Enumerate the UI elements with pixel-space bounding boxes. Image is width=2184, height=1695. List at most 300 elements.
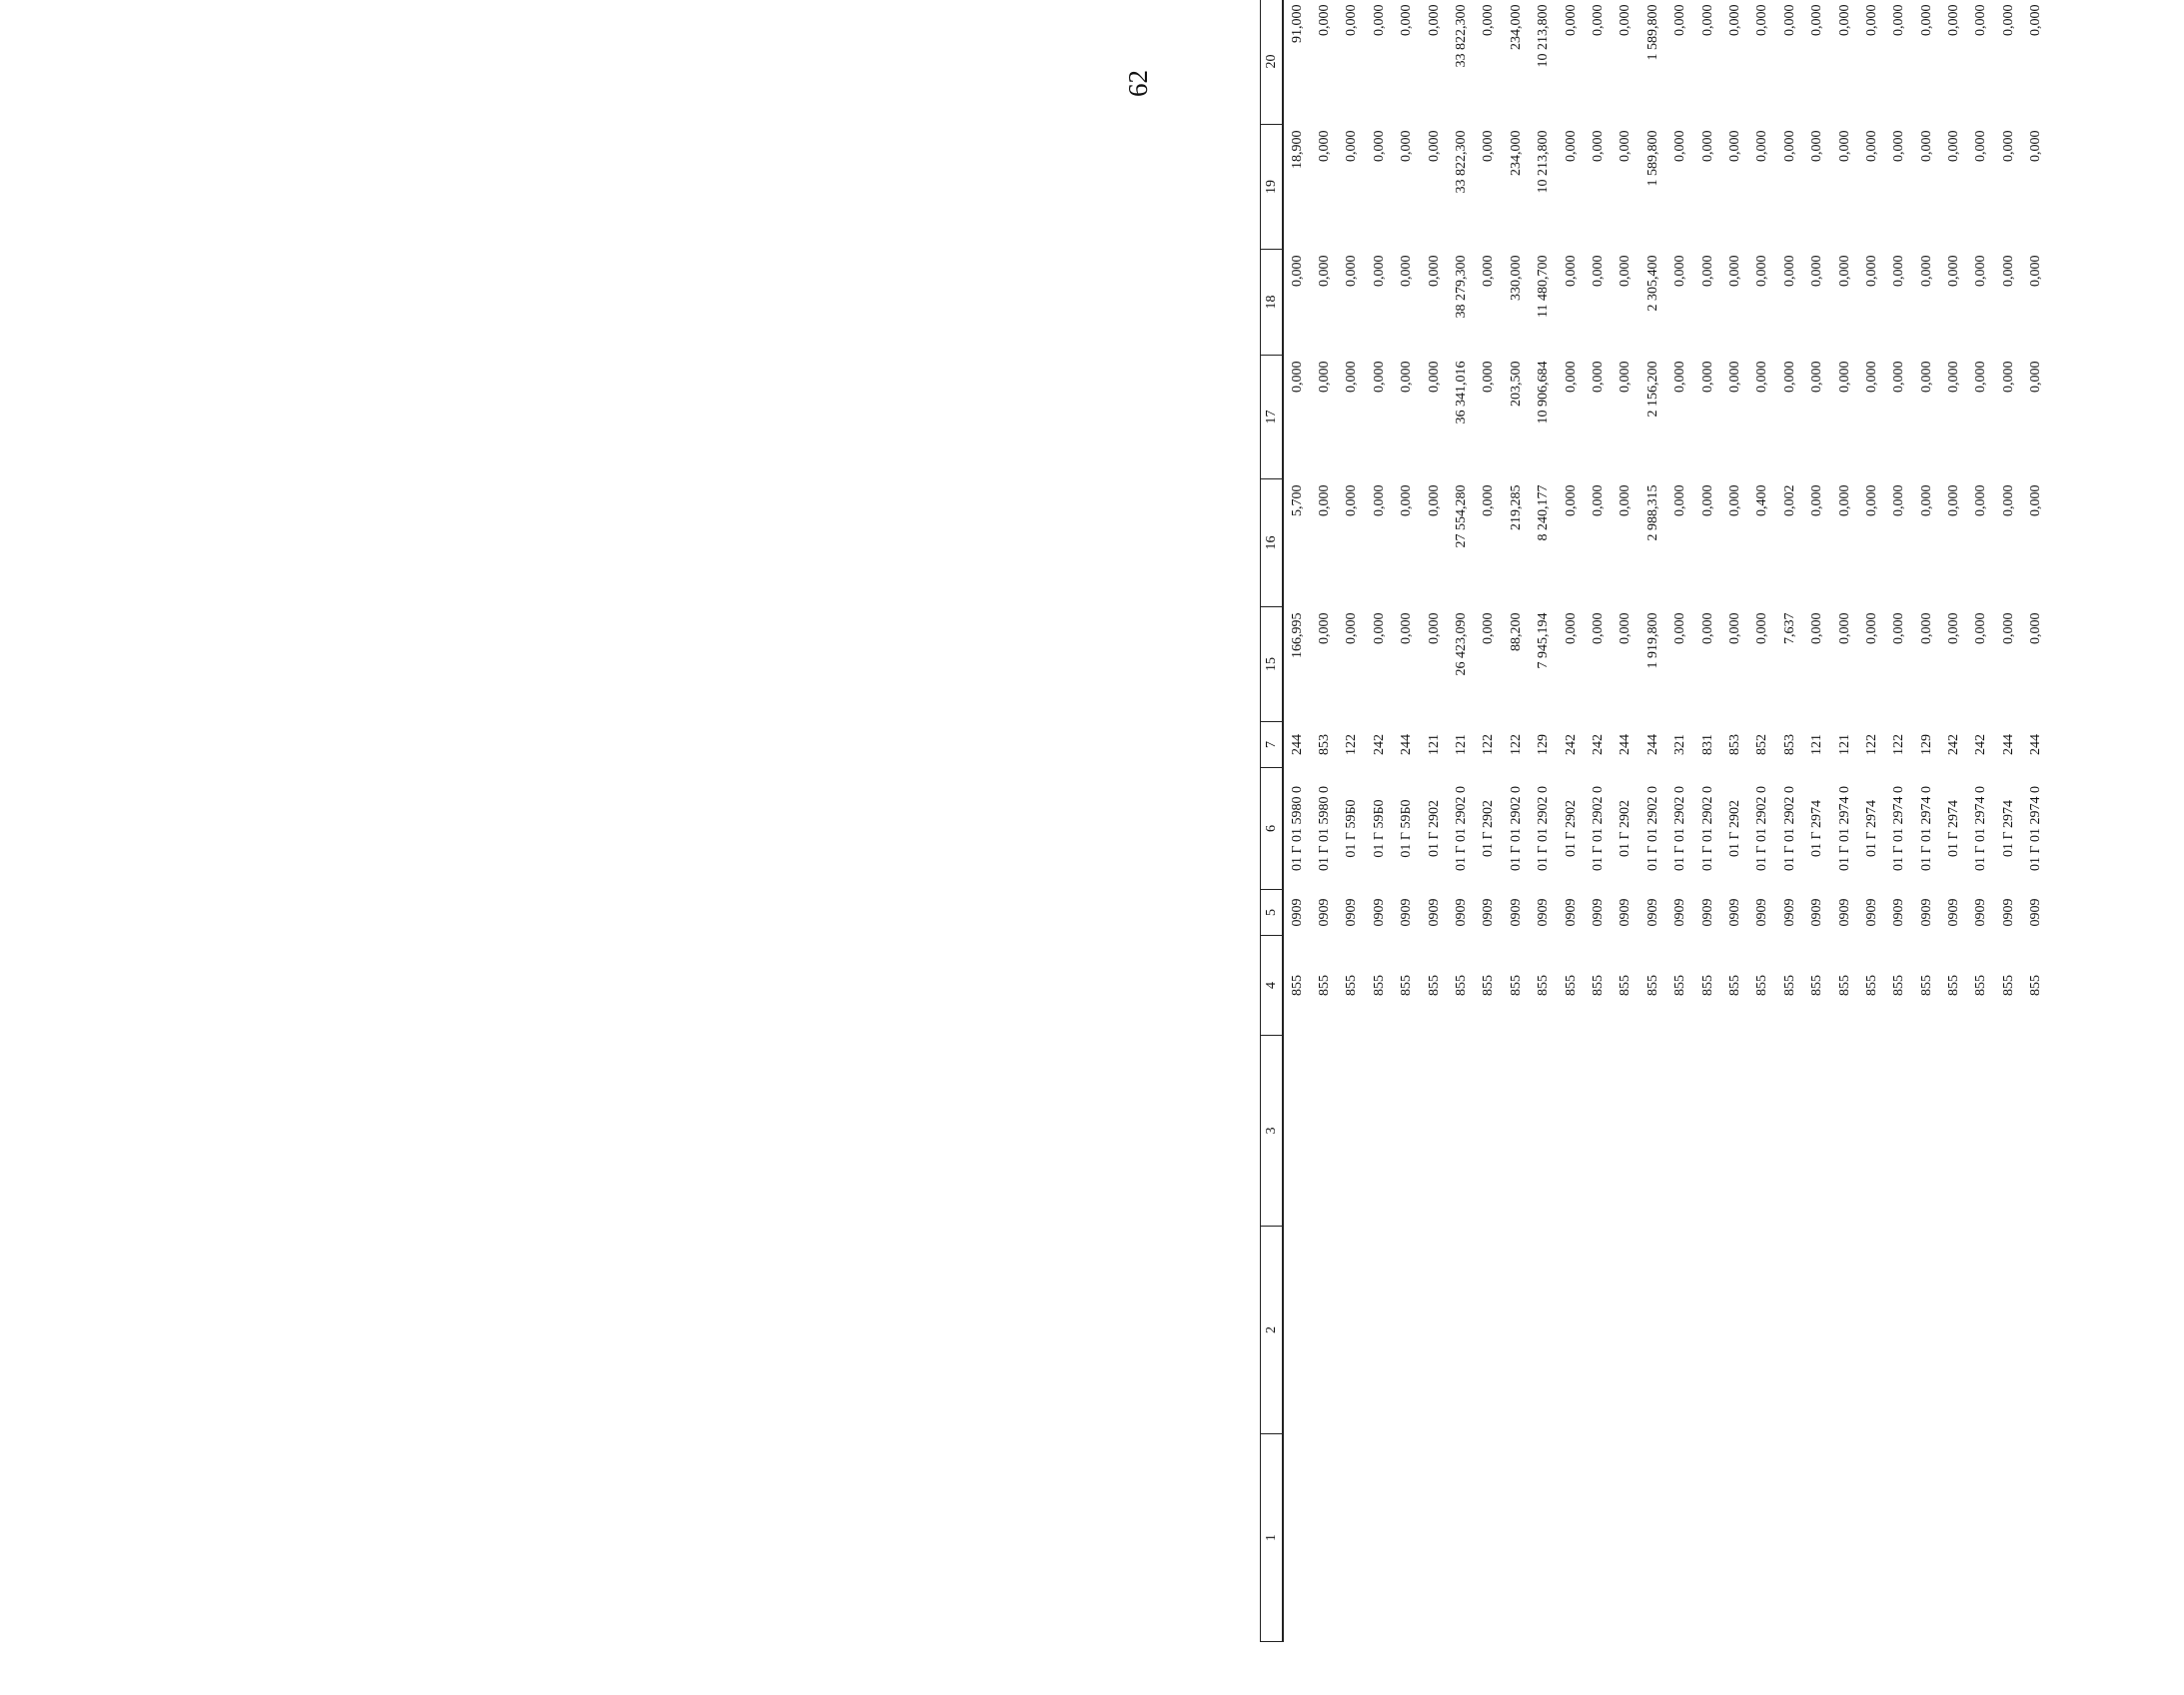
col-16-cell: 0,000	[1809, 484, 1825, 516]
col-16-cell: 5,700	[1289, 484, 1305, 516]
col-16-cell: 0,400	[1754, 484, 1770, 516]
col-19-cell: 0,000	[2000, 130, 2016, 162]
col-5-cell: 0909	[1699, 898, 1715, 927]
table-row	[2023, 0, 2050, 1642]
empty-cell	[1749, 1434, 1776, 1642]
col-17-cell: 0,000	[1399, 361, 1415, 393]
empty-cell	[1558, 1227, 1585, 1434]
column-header: 15	[1261, 607, 1284, 722]
col-5-cell: 0909	[1536, 898, 1552, 927]
col-6-cell: 01 Г 59Б0	[1399, 799, 1415, 858]
empty-cell	[1913, 1434, 1940, 1642]
empty-cell	[1339, 1434, 1366, 1642]
empty-cell	[1448, 1227, 1475, 1434]
col-5-cell: 0909	[1672, 898, 1688, 927]
table-row	[1666, 0, 1693, 1642]
empty-cell	[1366, 1434, 1393, 1642]
col-19-cell: 0,000	[1781, 130, 1797, 162]
col-18-cell: 0,000	[1781, 255, 1797, 287]
col-4-cell: 855	[1399, 975, 1415, 996]
col-16-cell: 0,000	[1590, 484, 1606, 516]
col-16-cell: 0,000	[1426, 484, 1442, 516]
col-20-cell: 0,000	[1863, 4, 1879, 36]
col-7-cell: 122	[1863, 734, 1879, 755]
page-number: 62	[1123, 70, 1153, 97]
col-7-cell: 242	[1590, 734, 1606, 755]
col-4-cell: 855	[1371, 975, 1387, 996]
col-18-cell: 0,000	[1836, 255, 1852, 287]
col-15-cell: 7,637	[1781, 612, 1797, 644]
col-7-cell: 121	[1836, 734, 1852, 755]
empty-cell	[1394, 1036, 1421, 1227]
col-15-cell: 1 919,800	[1644, 612, 1660, 669]
col-19-cell: 0,000	[1726, 130, 1742, 162]
col-17-cell: 0,000	[1809, 361, 1825, 393]
col-20-cell: 234,000	[1508, 4, 1524, 50]
col-16-cell: 0,000	[1618, 484, 1634, 516]
empty-cell	[1476, 1227, 1503, 1434]
col-16-cell: 0,000	[1371, 484, 1387, 516]
col-19-cell: 0,000	[2028, 130, 2044, 162]
col-18-cell: 0,000	[1754, 255, 1770, 287]
empty-cell	[1721, 1434, 1748, 1642]
empty-cell	[1694, 1036, 1721, 1227]
budget-table	[1260, 0, 2050, 1642]
col-5-cell: 0909	[1918, 898, 1934, 927]
empty-cell	[1311, 1227, 1338, 1434]
col-16-cell: 8 240,177	[1536, 484, 1552, 541]
col-18-cell: 0,000	[1726, 255, 1742, 287]
col-18-cell: 0,000	[1344, 255, 1360, 287]
col-20-cell: 0,000	[1973, 4, 1989, 36]
col-6-cell: 01 Г 01 2902 0	[1508, 785, 1524, 872]
col-15-cell: 0,000	[1399, 612, 1415, 644]
col-19-cell: 0,000	[1918, 130, 1934, 162]
col-16-cell: 0,000	[2028, 484, 2044, 516]
empty-cell	[1613, 1227, 1639, 1434]
empty-cell	[1776, 1227, 1803, 1434]
table-row	[1394, 0, 1421, 1642]
table-row	[1803, 0, 1830, 1642]
col-16-cell: 0,000	[1726, 484, 1742, 516]
col-7-cell: 122	[1891, 734, 1907, 755]
col-17-cell: 0,000	[1918, 361, 1934, 393]
col-19-cell: 0,000	[1481, 130, 1497, 162]
col-15-cell: 0,000	[1317, 612, 1333, 644]
col-7-cell: 129	[1918, 734, 1934, 755]
col-7-cell: 244	[1289, 734, 1305, 755]
col-15-cell: 26 423,090	[1454, 612, 1470, 676]
empty-cell	[1476, 1036, 1503, 1227]
col-19-cell: 0,000	[1317, 130, 1333, 162]
empty-cell	[1639, 1036, 1666, 1227]
empty-cell	[1886, 1434, 1913, 1642]
rotated-table-page	[1123, 0, 2184, 1670]
table-row	[1421, 0, 1448, 1642]
empty-cell	[1831, 1434, 1858, 1642]
col-5-cell: 0909	[2000, 898, 2016, 927]
empty-cell	[2023, 1036, 2050, 1227]
empty-cell	[1858, 1434, 1885, 1642]
empty-cell	[1421, 1434, 1448, 1642]
col-6-cell: 01 Г 2902	[1481, 799, 1497, 858]
col-4-cell: 855	[1536, 975, 1552, 996]
col-5-cell: 0909	[1508, 898, 1524, 927]
empty-cell	[1913, 1227, 1940, 1434]
col-17-cell: 0,000	[1946, 361, 1962, 393]
col-18-cell: 0,000	[1918, 255, 1934, 287]
empty-cell	[1666, 1227, 1693, 1434]
col-19-cell: 0,000	[1672, 130, 1688, 162]
column-header: 16	[1261, 479, 1284, 607]
col-6-cell: 01 Г 01 2902 0	[1590, 785, 1606, 872]
col-7-cell: 122	[1344, 734, 1360, 755]
col-17-cell: 0,000	[1344, 361, 1360, 393]
col-7-cell: 831	[1699, 734, 1715, 755]
col-5-cell: 0909	[1946, 898, 1962, 927]
col-20-cell: 0,000	[1481, 4, 1497, 36]
col-7-cell: 129	[1536, 734, 1552, 755]
col-18-cell: 0,000	[1481, 255, 1497, 287]
col-17-cell: 0,000	[1426, 361, 1442, 393]
col-17-cell: 0,000	[2000, 361, 2016, 393]
col-18-cell: 0,000	[1289, 255, 1305, 287]
col-6-cell: 01 Г 01 2974 0	[1973, 785, 1989, 872]
col-18-cell: 0,000	[1371, 255, 1387, 287]
col-5-cell: 0909	[1371, 898, 1387, 927]
col-18-cell: 0,000	[1891, 255, 1907, 287]
empty-cell	[1995, 1227, 2022, 1434]
table-row	[1913, 0, 1940, 1642]
col-20-cell: 0,000	[1672, 4, 1688, 36]
col-5-cell: 0909	[1344, 898, 1360, 927]
col-19-cell: 1 589,800	[1644, 130, 1660, 187]
empty-cell	[2023, 1227, 2050, 1434]
col-7-cell: 242	[1946, 734, 1962, 755]
empty-cell	[1749, 1227, 1776, 1434]
col-6-cell: 01 Г 01 2902 0	[1754, 785, 1770, 872]
empty-cell	[1666, 1434, 1693, 1642]
empty-cell	[1803, 1036, 1830, 1227]
col-6-cell: 01 Г 2902	[1426, 799, 1442, 858]
table-row	[1749, 0, 1776, 1642]
col-4-cell: 855	[1946, 975, 1962, 996]
col-17-cell: 0,000	[1891, 361, 1907, 393]
empty-cell	[1721, 1227, 1748, 1434]
empty-cell	[1858, 1227, 1885, 1434]
col-4-cell: 855	[1726, 975, 1742, 996]
col-4-cell: 855	[1809, 975, 1825, 996]
col-18-cell: 0,000	[1863, 255, 1879, 287]
col-18-cell: 11 480,700	[1536, 255, 1552, 318]
col-15-cell: 0,000	[1344, 612, 1360, 644]
col-15-cell: 0,000	[1563, 612, 1579, 644]
col-18-cell: 0,000	[1399, 255, 1415, 287]
col-7-cell: 242	[1973, 734, 1989, 755]
col-18-cell: 0,000	[1426, 255, 1442, 287]
col-5-cell: 0909	[1644, 898, 1660, 927]
col-5-cell: 0909	[2028, 898, 2044, 927]
col-18-cell: 0,000	[1946, 255, 1962, 287]
col-7-cell: 853	[1781, 734, 1797, 755]
col-15-cell: 0,000	[1481, 612, 1497, 644]
empty-cell	[2023, 1434, 2050, 1642]
col-15-cell: 0,000	[1699, 612, 1715, 644]
table-body	[1283, 0, 2050, 1642]
col-16-cell: 0,000	[2000, 484, 2016, 516]
empty-cell	[1940, 1227, 1967, 1434]
col-20-cell: 33 822,300	[1454, 4, 1470, 68]
col-16-cell: 0,000	[1863, 484, 1879, 516]
empty-cell	[1749, 1036, 1776, 1227]
empty-cell	[1694, 1434, 1721, 1642]
col-6-cell: 01 Г 2902	[1563, 799, 1579, 858]
col-20-cell: 0,000	[1781, 4, 1797, 36]
col-16-cell: 0,000	[1317, 484, 1333, 516]
empty-cell	[1283, 1434, 1311, 1642]
col-15-cell: 0,000	[1726, 612, 1742, 644]
col-20-cell: 0,000	[2000, 4, 2016, 36]
col-18-cell: 0,000	[2000, 255, 2016, 287]
col-16-cell: 0,000	[1918, 484, 1934, 516]
col-15-cell: 88,200	[1508, 612, 1524, 651]
col-20-cell: 0,000	[2028, 4, 2044, 36]
col-5-cell: 0909	[1399, 898, 1415, 927]
col-15-cell: 0,000	[1371, 612, 1387, 644]
col-17-cell: 0,000	[1699, 361, 1715, 393]
empty-cell	[1639, 1227, 1666, 1434]
empty-cell	[1311, 1434, 1338, 1642]
column-header: 5	[1261, 890, 1284, 936]
col-4-cell: 855	[1699, 975, 1715, 996]
empty-cell	[1503, 1036, 1530, 1227]
table-row	[1366, 0, 1393, 1642]
empty-cell	[1831, 1227, 1858, 1434]
empty-cell	[1311, 1036, 1338, 1227]
col-5-cell: 0909	[1317, 898, 1333, 927]
empty-cell	[1585, 1227, 1612, 1434]
col-17-cell: 36 341,016	[1454, 361, 1470, 424]
col-18-cell: 0,000	[1809, 255, 1825, 287]
empty-cell	[1968, 1434, 1995, 1642]
col-15-cell: 0,000	[1836, 612, 1852, 644]
empty-cell	[1666, 1036, 1693, 1227]
col-17-cell: 10 906,684	[1536, 361, 1552, 424]
col-4-cell: 855	[1836, 975, 1852, 996]
table-row	[1531, 0, 1558, 1642]
table-row	[1694, 0, 1721, 1642]
col-15-cell: 0,000	[1973, 612, 1989, 644]
col-20-cell: 0,000	[1699, 4, 1715, 36]
col-4-cell: 855	[1508, 975, 1524, 996]
table-row	[1558, 0, 1585, 1642]
table-row	[1639, 0, 1666, 1642]
table-row	[1858, 0, 1885, 1642]
col-18-cell: 0,000	[2028, 255, 2044, 287]
col-6-cell: 01 Г 01 2974 0	[1891, 785, 1907, 872]
col-19-cell: 0,000	[1836, 130, 1852, 162]
column-header: 3	[1261, 1036, 1284, 1227]
col-7-cell: 244	[2028, 734, 2044, 755]
empty-cell	[1503, 1434, 1530, 1642]
column-header: 18	[1261, 250, 1284, 356]
col-18-cell: 38 279,300	[1454, 255, 1470, 319]
col-7-cell: 242	[1371, 734, 1387, 755]
col-17-cell: 0,000	[1726, 361, 1742, 393]
col-7-cell: 121	[1426, 734, 1442, 755]
col-20-cell: 0,000	[1563, 4, 1579, 36]
col-7-cell: 121	[1809, 734, 1825, 755]
empty-cell	[1531, 1434, 1558, 1642]
column-header: 6	[1261, 768, 1284, 890]
col-17-cell: 0,000	[1289, 361, 1305, 393]
col-20-cell: 0,000	[1946, 4, 1962, 36]
col-17-cell: 0,000	[1317, 361, 1333, 393]
col-16-cell: 0,000	[1481, 484, 1497, 516]
col-7-cell: 852	[1754, 734, 1770, 755]
empty-cell	[1886, 1036, 1913, 1227]
col-6-cell: 01 Г 01 2902 0	[1644, 785, 1660, 872]
empty-cell	[1803, 1227, 1830, 1434]
empty-cell	[1831, 1036, 1858, 1227]
col-16-cell: 219,285	[1508, 484, 1524, 530]
table-row	[1585, 0, 1612, 1642]
col-6-cell: 01 Г 2974	[2000, 799, 2016, 858]
col-15-cell: 166,995	[1289, 612, 1305, 658]
col-19-cell: 0,000	[1891, 130, 1907, 162]
table-row	[1831, 0, 1858, 1642]
table-row	[1886, 0, 1913, 1642]
col-5-cell: 0909	[1781, 898, 1797, 927]
table-row	[1721, 0, 1748, 1642]
col-15-cell: 0,000	[1754, 612, 1770, 644]
col-20-cell: 0,000	[1918, 4, 1934, 36]
col-19-cell: 0,000	[1973, 130, 1989, 162]
col-20-cell: 0,000	[1344, 4, 1360, 36]
col-17-cell: 0,000	[1754, 361, 1770, 393]
empty-cell	[1995, 1036, 2022, 1227]
col-19-cell: 0,000	[1863, 130, 1879, 162]
col-6-cell: 01 Г 01 2902 0	[1454, 785, 1470, 872]
empty-cell	[1531, 1227, 1558, 1434]
empty-cell	[1639, 1434, 1666, 1642]
empty-cell	[1531, 1036, 1558, 1227]
col-17-cell: 0,000	[1672, 361, 1688, 393]
empty-cell	[1394, 1227, 1421, 1434]
col-5-cell: 0909	[1836, 898, 1852, 927]
table-row	[1968, 0, 1995, 1642]
empty-cell	[1776, 1434, 1803, 1642]
col-4-cell: 855	[1317, 975, 1333, 996]
col-7-cell: 122	[1481, 734, 1497, 755]
empty-cell	[1366, 1227, 1393, 1434]
col-19-cell: 18,900	[1289, 130, 1305, 169]
col-15-cell: 0,000	[2028, 612, 2044, 644]
col-15-cell: 0,000	[1946, 612, 1962, 644]
col-17-cell: 0,000	[1781, 361, 1797, 393]
table-row	[1311, 0, 1338, 1642]
empty-cell	[1940, 1036, 1967, 1227]
col-5-cell: 0909	[1590, 898, 1606, 927]
empty-cell	[1940, 1434, 1967, 1642]
col-18-cell: 0,000	[1590, 255, 1606, 287]
col-7-cell: 122	[1508, 734, 1524, 755]
col-6-cell: 01 Г 01 2902 0	[1536, 785, 1552, 872]
empty-cell	[1476, 1434, 1503, 1642]
table-row	[1476, 0, 1503, 1642]
col-6-cell: 01 Г 01 5980 0	[1289, 785, 1305, 872]
empty-cell	[1448, 1036, 1475, 1227]
col-4-cell: 855	[1973, 975, 1989, 996]
col-16-cell: 0,000	[1563, 484, 1579, 516]
empty-cell	[1448, 1434, 1475, 1642]
col-15-cell: 0,000	[1863, 612, 1879, 644]
col-15-cell: 0,000	[2000, 612, 2016, 644]
col-5-cell: 0909	[1891, 898, 1907, 927]
empty-cell	[1558, 1036, 1585, 1227]
col-16-cell: 0,000	[1699, 484, 1715, 516]
col-18-cell: 0,000	[1563, 255, 1579, 287]
col-19-cell: 0,000	[1699, 130, 1715, 162]
col-17-cell: 0,000	[1371, 361, 1387, 393]
col-15-cell: 0,000	[1809, 612, 1825, 644]
col-5-cell: 0909	[1454, 898, 1470, 927]
col-17-cell: 0,000	[1481, 361, 1497, 393]
col-7-cell: 121	[1454, 734, 1470, 755]
col-6-cell: 01 Г 01 2902 0	[1781, 785, 1797, 872]
col-15-cell: 0,000	[1618, 612, 1634, 644]
empty-cell	[1421, 1036, 1448, 1227]
table-row	[1448, 0, 1475, 1642]
table-row	[1339, 0, 1366, 1642]
empty-cell	[1585, 1036, 1612, 1227]
col-4-cell: 855	[1454, 975, 1470, 996]
col-6-cell: 01 Г 01 2902 0	[1672, 785, 1688, 872]
col-4-cell: 855	[1863, 975, 1879, 996]
col-7-cell: 853	[1726, 734, 1742, 755]
col-7-cell: 242	[1563, 734, 1579, 755]
col-4-cell: 855	[1891, 975, 1907, 996]
col-4-cell: 855	[1426, 975, 1442, 996]
col-6-cell: 01 Г 2974	[1946, 799, 1962, 858]
col-4-cell: 855	[1918, 975, 1934, 996]
col-16-cell: 0,000	[1672, 484, 1688, 516]
col-19-cell: 0,000	[1563, 130, 1579, 162]
col-7-cell: 244	[1618, 734, 1634, 755]
col-5-cell: 0909	[1563, 898, 1579, 927]
col-17-cell: 2 156,200	[1644, 361, 1660, 418]
col-16-cell: 0,000	[1973, 484, 1989, 516]
col-4-cell: 855	[1481, 975, 1497, 996]
empty-cell	[1339, 1036, 1366, 1227]
col-6-cell: 01 Г 2902	[1726, 799, 1742, 858]
col-18-cell: 0,000	[1699, 255, 1715, 287]
empty-cell	[1694, 1227, 1721, 1434]
col-6-cell: 01 Г 01 2974 0	[1918, 785, 1934, 872]
col-15-cell: 0,000	[1891, 612, 1907, 644]
table-row	[1940, 0, 1967, 1642]
column-header: 1	[1261, 1434, 1284, 1642]
col-20-cell: 0,000	[1426, 4, 1442, 36]
col-20-cell: 1 589,800	[1644, 4, 1660, 61]
col-19-cell: 0,000	[1371, 130, 1387, 162]
col-16-cell: 0,002	[1781, 484, 1797, 516]
col-20-cell: 0,000	[1754, 4, 1770, 36]
col-18-cell: 0,000	[1618, 255, 1634, 287]
empty-cell	[1283, 1036, 1311, 1227]
col-20-cell: 0,000	[1399, 4, 1415, 36]
column-header: 2	[1261, 1227, 1284, 1434]
